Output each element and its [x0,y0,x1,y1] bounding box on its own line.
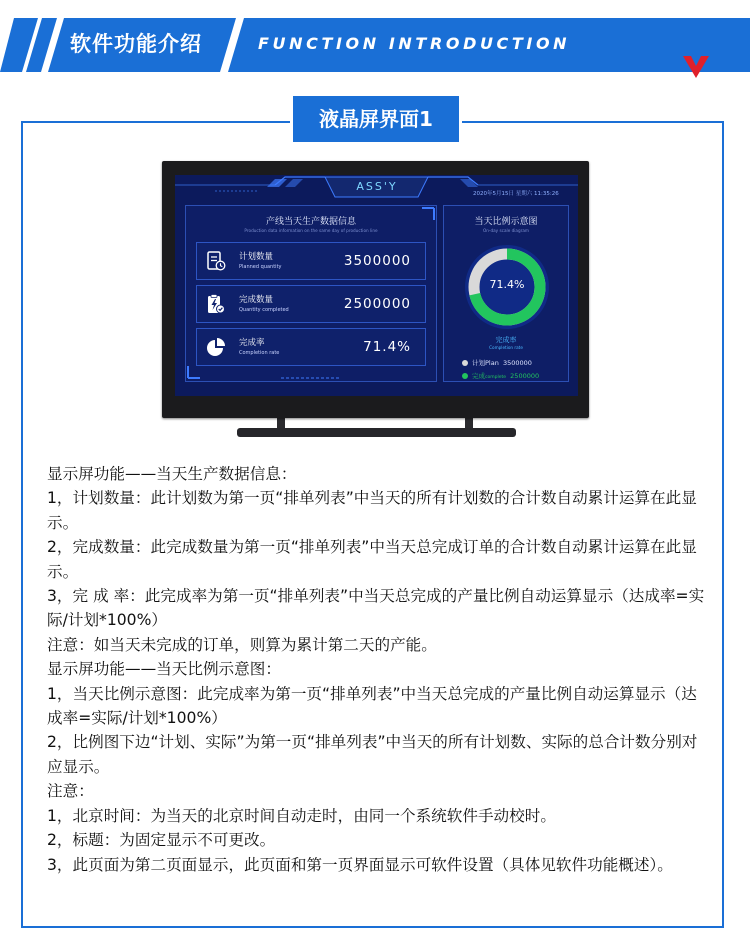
row-label-cn: 完成率 [239,338,265,348]
legend-label-en: Plan [485,359,499,367]
screen-title: ASS'Y [356,180,398,193]
row-label-en: Quantity completed [239,307,289,313]
header-banner [0,18,750,72]
description-line: 3，此页面为第二页面显示，此页面和第一页界面显示可软件设置（具体见软件功能概述）。 [47,855,673,874]
description-line: 1，北京时间：为当天的北京时间自动走时，由同一个系统软件手动校时。 [47,806,556,825]
section-tab: 液晶屏界面1 [293,96,459,142]
description-line: 1，计划数量：此计划数为第一页“排单列表”中当天的所有计划数的合计数自动累计运算在此显示。 [47,489,697,532]
monitor-stand-base [237,428,516,437]
legend-dot-icon [462,373,468,379]
chevron-down-icon [683,56,709,78]
description-line: 注意：如当天未完成的订单，则算为累计第二天的产能。 [47,635,437,654]
description-line: 显示屏功能——当天生产数据信息： [47,465,297,483]
panel-title: 产线当天生产数据信息 [265,217,356,227]
legend-value: 2500000 [510,372,540,380]
monitor [162,161,589,418]
row-label-cn: 计划数量 [239,252,274,262]
row-value: 3500000 [343,253,411,269]
donut-percent-label: 71.4% [489,278,525,291]
legend-dot-icon [462,360,468,366]
monitor-screen [175,175,578,396]
banner-title-en: FUNCTION INTRODUCTION [258,34,571,53]
row-value: 2500000 [343,296,411,312]
description-line: 3，完 成 率：此完成率为第一页“排单列表”中当天总完成的产量比例自动运算显示（达成率=实际/计划*100%） [47,587,705,630]
panel-corner-decoration [186,206,436,381]
banner-title-cn: 软件功能介绍 [70,32,202,56]
row-label-en: Planned quantity [239,264,282,270]
panel-subtitle: Production data information on the same day of production line [244,228,378,233]
row-label-cn: 完成数量 [239,295,274,305]
description-text [47,462,709,877]
completion-label-cn: 完成率 [495,336,517,344]
description-line: 1，当天比例示意图：此完成率为第一页“排单列表”中当天总完成的产量比例自动运算显示（达成率=实际/计划*100%） [47,684,697,728]
row-label-en: Completion rate [239,350,280,356]
description-line: 2，标题：为固定显示不可更改。 [47,831,276,850]
panel-title: 当天比例示意图 [474,217,538,227]
description-line: 注意： [47,782,94,801]
description-line: 显示屏功能——当天比例示意图： [47,660,281,679]
description-line: 2，比例图下边“计划、实际”为第一页“排单列表”中当天的所有计划数、实际的总合计数分别对应显示。 [47,733,698,776]
production-info-panel [185,205,437,382]
legend-value: 3500000 [502,359,532,367]
scale-diagram-panel [443,205,569,382]
completion-label-en: Completion rate [489,345,523,350]
legend-item-complete [462,371,539,380]
legend-label-cn: 计划 [472,359,485,367]
legend-item-plan [462,358,532,367]
row-value: 71.4% [363,339,411,355]
screen-datetime: 2020年5月15日 星期六 11:35:26 [473,191,559,197]
panel-subtitle: On-day scale diagram [482,228,530,233]
description-line: 2，完成数量：此完成数量为第一页“排单列表”中当天总完成订单的合计数自动累计运算在此显示。 [47,538,697,581]
legend-label-cn: 完成 [472,372,485,380]
legend-label-en: complete [485,375,507,380]
